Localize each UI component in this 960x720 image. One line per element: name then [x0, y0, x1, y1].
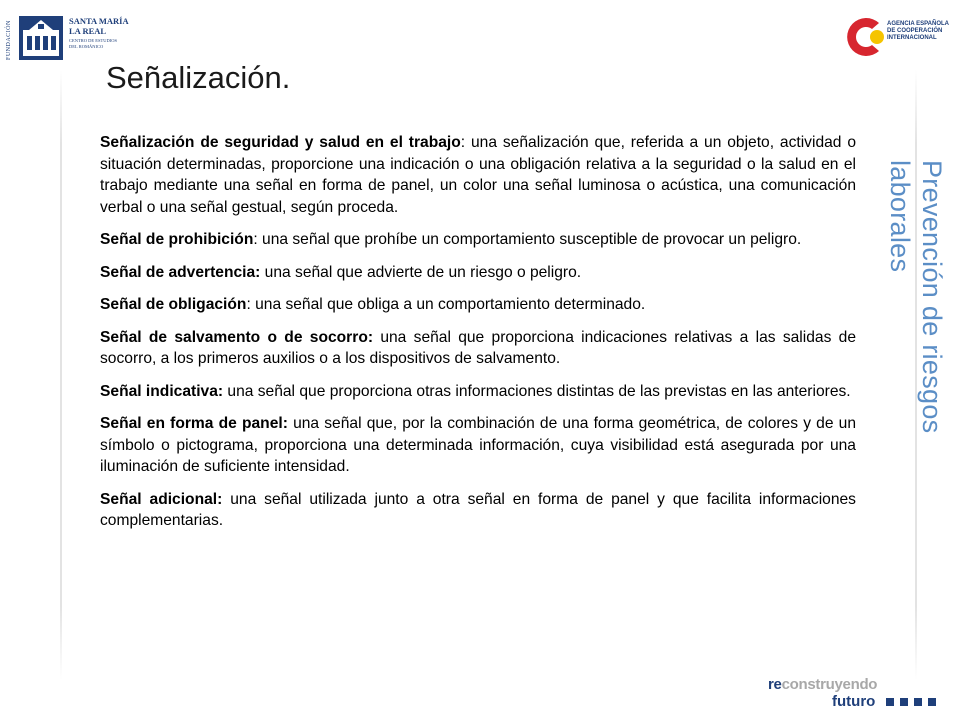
- definition-term: Señal de prohibición: [100, 231, 254, 248]
- definition-text: una señal que, por la combinación de una forma geométrica, de colores y de un símbolo o pictograma, proporciona una determinada información, cuya visibilidad está asegurada por una iluminación de suficiente intensidad.: [100, 415, 857, 475]
- definition-item: Señal de prohibición: una señal que prohíbe un comportamiento susceptible de provocar un peligro.: [100, 231, 802, 248]
- definitions-list: [100, 132, 856, 543]
- left-guide-line: [60, 70, 62, 680]
- logo-line-3: CENTRO DE ESTUDIOS DEL ROMÁNICO: [69, 38, 117, 49]
- sidebar-vertical-title: Prevención de riesgos laborales: [885, 160, 947, 434]
- page-title: Señalización.: [106, 60, 291, 95]
- church-emblem-icon: [19, 16, 63, 60]
- definition-text: una señal que proporciona indicaciones relativas a las salidas de socorro, a los primeros auxilios o a los dispositivos de salvamento.: [100, 328, 856, 367]
- definition-item: [100, 489, 856, 532]
- definition-term: Señal de salvamento o de socorro:: [100, 328, 374, 346]
- brand-square-icon: [928, 698, 936, 706]
- definition-text: una señal que prohíbe un comportamiento susceptible de provocar un peligro.: [257, 231, 802, 248]
- definition-term: Señal de obligación: [100, 296, 247, 313]
- logo-line-1: SANTA MARÍA: [69, 16, 129, 26]
- definition-term: Señal de advertencia:: [100, 263, 261, 281]
- definition-item: [100, 413, 856, 478]
- brand-square-icon: [914, 698, 922, 706]
- brand-square-icon: [886, 698, 894, 706]
- reconstruyendo-futuro-brand: [768, 676, 958, 716]
- brand-line-1: reconstruyendo: [768, 676, 878, 693]
- definition-item: [100, 381, 856, 403]
- definition-term: Señalización de seguridad y salud en el trabajo: [100, 134, 461, 151]
- definition-term: Señal adicional:: [100, 490, 223, 508]
- definition-text: una señal que advierte de un riesgo o peligro.: [260, 263, 582, 281]
- definition-term: Señal en forma de panel:: [100, 415, 288, 432]
- logo-line-2: LA REAL: [69, 26, 107, 36]
- logo-vertical-text: FUNDACIÓN: [6, 20, 12, 60]
- aeci-logo: [843, 14, 955, 60]
- definition-text: una señalización que, referida a un objeto, actividad o situación determinadas, proporcione una indicación o una obligación relativa a la seguridad o la salud en el trabajo mediante una señal en forma de panel, un color una señal luminosa o acústica, una comunicación verbal o una señal gestual, según proceda.: [100, 134, 856, 216]
- definition-item: [100, 327, 856, 370]
- definition-text: una señal que obliga a un comportamiento determinado.: [250, 296, 646, 313]
- brand-square-icon: [900, 698, 908, 706]
- definition-item: Señal de obligación: una señal que obliga a un comportamiento determinado.: [100, 296, 646, 313]
- definition-item: [100, 262, 856, 284]
- definition-text: una señal utilizada junto a otra señal en forma de panel y que facilita informaciones complementarias.: [100, 490, 856, 529]
- aeci-c-mark-icon: [843, 14, 889, 60]
- definition-term: Señal indicativa:: [100, 382, 224, 400]
- brand-line-2: futuro: [832, 693, 876, 710]
- santa-maria-la-real-logo: [6, 12, 129, 60]
- definition-text: una señal que proporciona otras informaciones distintas de las previstas en las anteriores.: [223, 382, 851, 400]
- aeci-logo-text: AGENCIA ESPAÑOLA DE COOPERACIÓN INTERNACIONAL: [887, 21, 949, 41]
- definition-item: Señalización de seguridad y salud en el trabajo: una señalización que, referida a un objeto, actividad o situación determinadas, proporcione una indicación o una obligación relativa a la seguridad o la salud en el trabajo mediante una señal en forma de panel, un color una señal luminosa o acústica, una comunicación verbal o una señal gestual, según proceda.: [100, 134, 856, 216]
